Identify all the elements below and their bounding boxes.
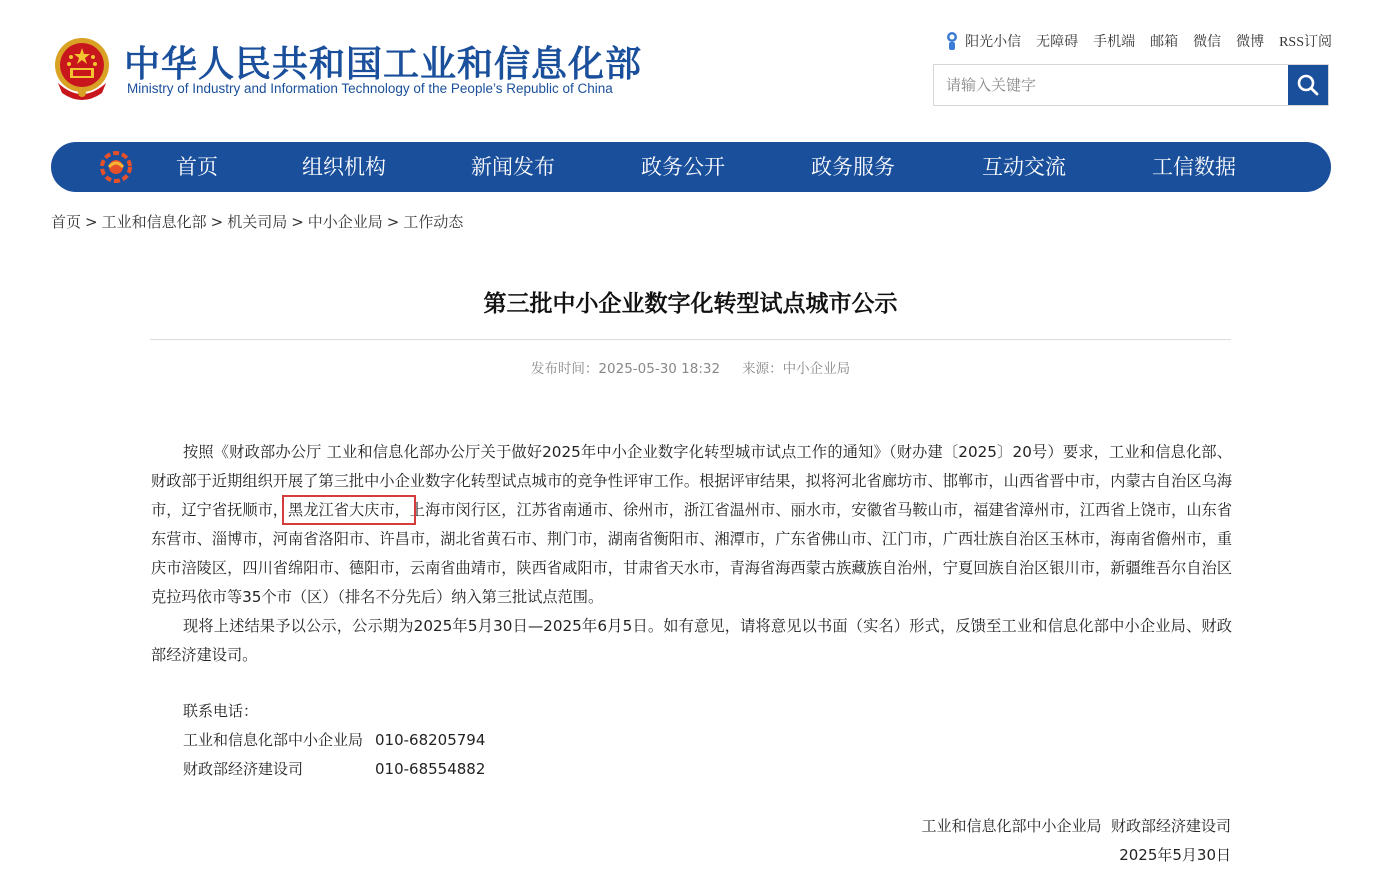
nav-item-gov-affairs[interactable]: 政务公开 — [641, 155, 725, 179]
nav-item-organization[interactable]: 组织机构 — [302, 155, 386, 179]
search-box — [933, 64, 1329, 106]
nav-item-gov-services[interactable]: 政务服务 — [811, 155, 895, 179]
title-divider — [150, 339, 1231, 340]
contact-block — [183, 697, 485, 784]
breadcrumb — [51, 211, 463, 232]
signature-block — [921, 812, 1231, 870]
article-title: 第三批中小企业数字化转型试点城市公示 — [483, 291, 898, 317]
article-paragraph-2: 现将上述结果予以公示，公示期为2025年5月30日—2025年6月5日。如有意见，请将意见以书面（实名）形式，反馈至工业和信息化部中小企业局、财政部经济建设司。 — [151, 617, 1232, 664]
miit-logo-icon — [99, 149, 133, 185]
contact-row — [183, 755, 485, 784]
breadcrumb-separator: > — [210, 213, 224, 231]
top-link-mobile[interactable]: 手机端 — [1093, 34, 1136, 50]
site-title-cn[interactable]: 中华人民共和国工业和信息化部 — [124, 44, 643, 85]
breadcrumb-miit[interactable]: 工业和信息化部 — [101, 213, 207, 231]
article-meta — [150, 357, 1231, 377]
top-link-accessibility[interactable]: 无障碍 — [1036, 34, 1079, 50]
breadcrumb-departments[interactable]: 机关司局 — [227, 213, 288, 231]
top-links — [943, 31, 1332, 51]
paragraph-text: 上海市闵行区，江苏省南通市、徐州市，浙江省温州市、丽水市，安徽省马鞍山市，福建省漳州市，江西省上饶市，山东省东营市、淄博市，河南省洛阳市、许昌市，湖北省黄石市、荆门市，湖南省衡阳市、湘潭市，广东省佛山市、江门市，广西壮族自治区玉林市，海南省儋州市，重庆市涪陵区，四川省绵阳市、德阳市，云南省曲靖市，陕西省咸阳市，甘肃省天水市，青海省海西蒙古族藏族自治州，宁夏回族自治区银川市，新疆维吾尔自治区克拉玛依市等35个市（区）（排名不分先后）纳入第三批试点范围。 — [151, 501, 1233, 606]
top-link-sunshine[interactable] — [943, 31, 1021, 51]
contact-phone: 010-68205794 — [375, 731, 486, 749]
national-emblem-icon — [52, 35, 112, 101]
breadcrumb-separator: > — [386, 213, 400, 231]
article-body — [151, 438, 1232, 670]
highlighted-city: 黑龙江省大庆市， — [288, 501, 410, 519]
search-button[interactable] — [1288, 65, 1328, 105]
contact-phone: 010-68554882 — [375, 760, 486, 778]
signature-orgs: 工业和信息化部中小企业局 财政部经济建设司 — [921, 817, 1231, 835]
nav-item-home[interactable]: 首页 — [176, 155, 218, 179]
paragraph-text: 按照《财政部办公厅 工业和信息化部办公厅关于做好2025年中小企业数字化转型城市试点工作的通知》（财办建〔2025〕20号）要求，工业和信息化部、财政部于近期组织开展了第三批中小企业数字化转型试点城市的竞争性评审工作。根据评审结果，拟将河北省廊坊市、邯郸市，山西省晋中市，内蒙古自治区乌海市，辽宁省抚顺市， — [151, 443, 1232, 519]
search-input[interactable] — [934, 65, 1288, 105]
publish-time: 发布时间：2025-05-30 18:32 — [530, 361, 721, 377]
nav-item-data[interactable]: 工信数据 — [1152, 155, 1236, 179]
top-link-wechat[interactable]: 微信 — [1193, 34, 1222, 50]
article-source: 来源：中小企业局 — [742, 361, 851, 377]
contact-row — [183, 726, 485, 755]
nav-item-interaction[interactable]: 互动交流 — [982, 155, 1066, 179]
article-paragraph-1 — [151, 438, 1232, 612]
contact-name: 工业和信息化部中小企业局 — [183, 731, 364, 749]
mascot-icon — [943, 31, 961, 51]
site-title-en[interactable]: Ministry of Industry and Information Technology of the People’s Republic of China — [127, 81, 613, 96]
signature-date: 2025年5月30日 — [1119, 846, 1231, 864]
contact-name: 财政部经济建设司 — [183, 760, 304, 778]
breadcrumb-separator: > — [291, 213, 304, 231]
breadcrumb-separator: > — [85, 213, 98, 231]
search-icon — [1296, 73, 1320, 97]
top-link-sunshine-label: 阳光小信 — [965, 34, 1022, 50]
nav-item-news[interactable]: 新闻发布 — [471, 155, 555, 179]
main-nav — [51, 142, 1331, 192]
breadcrumb-sme-bureau[interactable]: 中小企业局 — [307, 213, 383, 231]
top-link-rss[interactable]: RSS订阅 — [1279, 35, 1332, 50]
top-link-mail[interactable]: 邮箱 — [1150, 34, 1179, 50]
top-link-weibo[interactable]: 微博 — [1236, 34, 1265, 50]
breadcrumb-home[interactable]: 首页 — [51, 213, 82, 231]
breadcrumb-work-news[interactable]: 工作动态 — [403, 213, 464, 231]
contact-label: 联系电话： — [183, 702, 259, 720]
